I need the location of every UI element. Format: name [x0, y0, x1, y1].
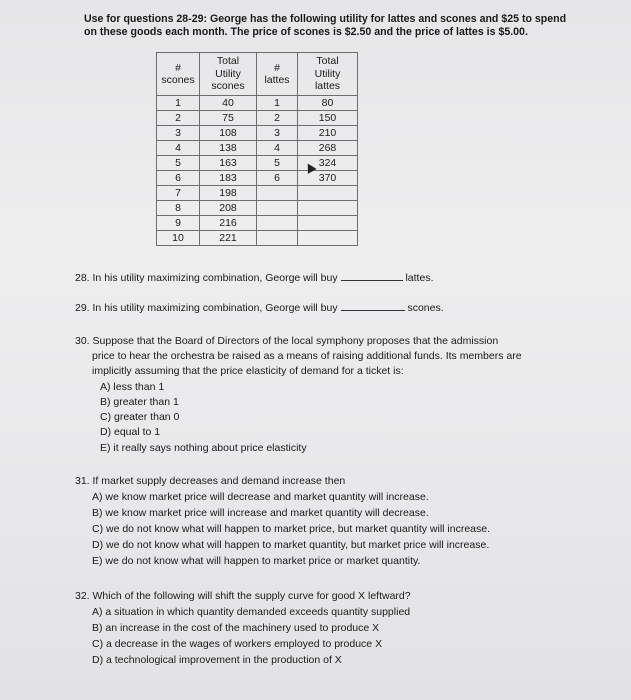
cell	[257, 216, 298, 231]
header-text: #	[175, 61, 181, 74]
cell: 75	[200, 111, 257, 126]
cell: 163	[200, 156, 257, 171]
question-30-line-2: price to hear the orchestra be raised as a means of raising additional funds. Its members are	[92, 350, 522, 362]
cell: 3	[157, 126, 200, 141]
cell: 4	[157, 141, 200, 156]
q31-option-d[interactable]: D) we do not know what will happen to market quantity, but market price will increase.	[92, 539, 490, 551]
question-28-text: 28. In his utility maximizing combination, George will buy	[75, 272, 338, 284]
q32-option-c[interactable]: C) a decrease in the wages of workers employed to produce X	[92, 638, 383, 650]
q30-option-b[interactable]: B) greater than 1	[100, 396, 179, 408]
cell	[298, 216, 358, 231]
cell: 183	[200, 171, 257, 186]
header-text: Total	[316, 55, 339, 68]
question-29	[75, 300, 444, 316]
cell: 370	[298, 171, 358, 186]
cell: 9	[157, 216, 200, 231]
instructions	[84, 13, 604, 39]
question-28-suffix: lattes.	[405, 272, 434, 284]
question-28-answer-blank[interactable]	[341, 270, 403, 281]
cell: 3	[257, 126, 298, 141]
cell: 8	[157, 201, 200, 216]
cell: 5	[157, 156, 200, 171]
table-row	[157, 96, 358, 111]
instructions-line-2: on these goods each month. The price of scones is $2.50 and the price of lattes is $5.00.	[84, 26, 528, 38]
q31-option-b[interactable]: B) we know market price will increase and market quantity will decrease.	[92, 507, 429, 519]
q30-option-a[interactable]: A) less than 1	[100, 381, 165, 393]
question-28	[75, 270, 433, 286]
cell: 7	[157, 186, 200, 201]
q31-option-e[interactable]: E) we do not know what will happen to market price or market quantity.	[92, 555, 421, 567]
header-text: Utility	[314, 67, 341, 80]
cell: 216	[200, 216, 257, 231]
question-32-line-1: 32. Which of the following will shift the supply curve for good X leftward?	[75, 590, 411, 602]
table-row	[157, 216, 358, 231]
cell: 138	[200, 141, 257, 156]
header-text: Utility	[215, 67, 241, 80]
question-29-suffix: scones.	[407, 302, 444, 314]
header-text: #	[274, 61, 280, 74]
cell	[257, 201, 298, 216]
header-text: scones	[161, 74, 195, 86]
header-text: lattes	[314, 80, 341, 93]
table-header-row	[157, 53, 358, 96]
q32-option-d[interactable]: D) a technological improvement in the production of X	[92, 654, 342, 666]
question-29-text: 29. In his utility maximizing combination, George will buy	[75, 302, 338, 314]
cell: 108	[200, 126, 257, 141]
table-row	[157, 171, 358, 186]
header-text: Total	[216, 55, 240, 68]
cell: 1	[157, 96, 200, 111]
header-text: scones	[211, 80, 245, 93]
cell: 150	[298, 111, 358, 126]
q30-option-d[interactable]: D) equal to 1	[100, 426, 161, 438]
question-30-line-3: implicitly assuming that the price elasticity of demand for a ticket is:	[92, 365, 404, 377]
cell	[298, 231, 358, 246]
cell: 210	[298, 126, 358, 141]
cell: 2	[157, 111, 200, 126]
q30-option-c[interactable]: C) greater than 0	[100, 411, 180, 423]
header-lattes-utility	[298, 53, 358, 96]
header-lattes-count	[257, 53, 298, 96]
question-31-line-1: 31. If market supply decreases and demand increase then	[75, 475, 346, 487]
table-row	[157, 141, 358, 156]
table-row	[157, 126, 358, 141]
cell: 10	[157, 231, 200, 246]
header-scones-utility	[200, 53, 257, 96]
cell: 221	[200, 231, 257, 246]
cell: 198	[200, 186, 257, 201]
table-row	[157, 201, 358, 216]
q31-option-a[interactable]: A) we know market price will decrease and market quantity will increase.	[92, 491, 429, 503]
cell: 2	[257, 111, 298, 126]
cell: 6	[157, 171, 200, 186]
cell	[257, 186, 298, 201]
q32-option-a[interactable]: A) a situation in which quantity demanded exceeds quantity supplied	[92, 606, 411, 618]
cell: 40	[200, 96, 257, 111]
table-row	[157, 186, 358, 201]
cell: 80	[298, 96, 358, 111]
cell: 4	[257, 141, 298, 156]
utility-table	[156, 52, 358, 246]
table-row	[157, 156, 358, 171]
table-row	[157, 111, 358, 126]
question-29-answer-blank[interactable]	[341, 300, 405, 311]
instructions-line-1: Use for questions 28-29: George has the following utility for lattes and scones and $25 to spend	[84, 13, 567, 25]
cell: 1	[257, 96, 298, 111]
cell: 5	[257, 156, 298, 171]
q32-option-b[interactable]: B) an increase in the cost of the machinery used to produce X	[92, 622, 380, 634]
q30-option-e[interactable]: E) it really says nothing about price elasticity	[100, 442, 307, 454]
header-scones-count	[157, 53, 200, 96]
cell: 324	[298, 156, 358, 171]
cell: 208	[200, 201, 257, 216]
cell	[298, 201, 358, 216]
header-text: lattes	[264, 74, 290, 86]
cell: 6	[257, 171, 298, 186]
cell	[298, 186, 358, 201]
table-row	[157, 231, 358, 246]
q31-option-c[interactable]: C) we do not know what will happen to market price, but market quantity will increase.	[92, 523, 491, 535]
cell: 268	[298, 141, 358, 156]
question-30-line-1: 30. Suppose that the Board of Directors of the local symphony proposes that the admission	[75, 335, 499, 347]
cell	[257, 231, 298, 246]
